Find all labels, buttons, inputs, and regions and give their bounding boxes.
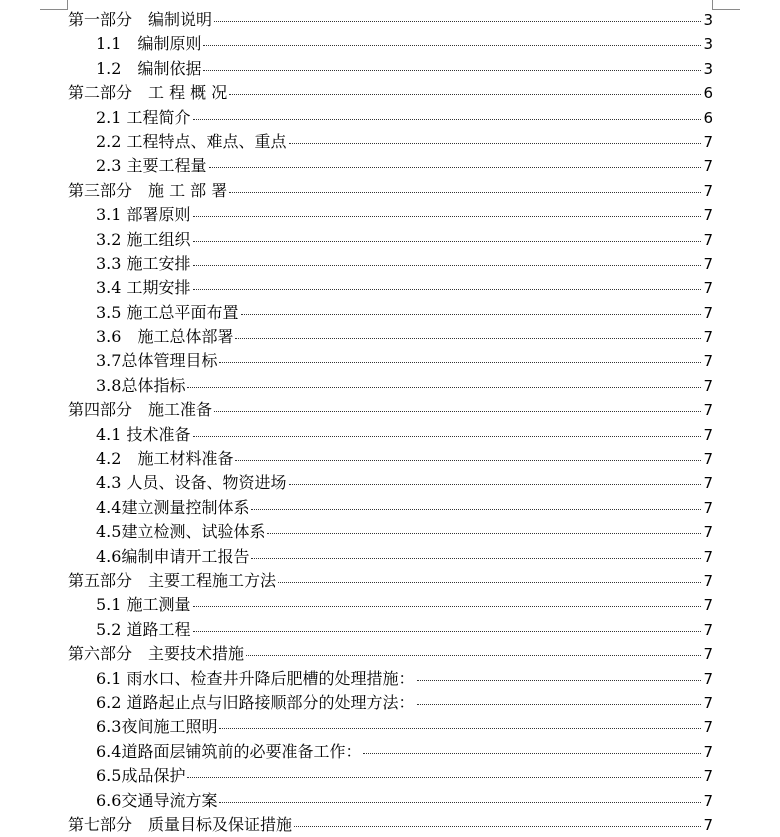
- toc-entry-page-number: 7: [703, 669, 713, 688]
- dot-leader: [235, 460, 701, 461]
- toc-entry-page-number: 7: [703, 376, 713, 395]
- toc-entry-part[interactable]: [68, 569, 713, 593]
- toc-entry-title: 3.5 施工总平面布置: [96, 302, 239, 322]
- toc-entry-title: 第一部分 编制说明: [68, 10, 213, 29]
- toc-entry-section[interactable]: [68, 789, 713, 813]
- toc-entry-section[interactable]: [68, 106, 713, 130]
- toc-entry-title: 3.8总体指标: [96, 375, 186, 395]
- toc-entry-title: 第五部分 主要工程施工方法: [68, 570, 277, 590]
- toc-entry-page-number: 3: [703, 59, 713, 78]
- dot-leader: [203, 45, 701, 46]
- toc-entry-title: 4.3 人员、设备、物资进场: [96, 473, 287, 493]
- toc-entry-section[interactable]: [68, 374, 713, 398]
- toc-entry-page-number: 7: [703, 620, 713, 639]
- toc-entry-section[interactable]: [68, 593, 713, 617]
- toc-entry-section[interactable]: [68, 57, 713, 81]
- toc-entry-section[interactable]: [68, 715, 713, 739]
- toc-entry-section[interactable]: [68, 545, 713, 569]
- toc-entry-page-number: 7: [703, 523, 713, 542]
- toc-entry-page-number: 7: [703, 303, 713, 322]
- toc-entry-title: 6.2 道路起止点与旧路接顺部分的处理方法：: [96, 692, 415, 712]
- toc-entry-title: 3.4 工期安排: [96, 278, 191, 298]
- toc-entry-page-number: 7: [703, 132, 713, 151]
- toc-entry-title: 第四部分 施工准备: [68, 400, 213, 420]
- dot-leader: [219, 728, 701, 729]
- dot-leader: [203, 70, 701, 71]
- toc-entry-page-number: 7: [703, 352, 713, 371]
- toc-entry-page-number: 7: [703, 815, 713, 834]
- toc-entry-title: 4.5建立检测、试验体系: [96, 522, 266, 542]
- toc-entry-title: 4.1 技术准备: [96, 424, 191, 444]
- toc-entry-page-number: 7: [703, 425, 713, 444]
- toc-entry-page-number: 7: [703, 401, 713, 420]
- toc-entry-page-number: 7: [703, 474, 713, 493]
- toc-entry-title: 第七部分 质量目标及保证措施: [68, 814, 293, 834]
- toc-entry-title: 6.6交通导流方案: [96, 790, 218, 810]
- toc-entry-section[interactable]: [68, 447, 713, 471]
- toc-entry-section[interactable]: [68, 667, 713, 691]
- toc-entry-section[interactable]: [68, 496, 713, 520]
- dot-leader: [209, 167, 702, 168]
- dot-leader: [229, 94, 701, 95]
- toc-entry-page-number: 3: [703, 35, 713, 54]
- toc-entry-page-number: 6: [703, 108, 713, 127]
- page-corner-mark-top-left: [40, 9, 68, 10]
- toc-entry-section[interactable]: [68, 154, 713, 178]
- toc-entry-section[interactable]: [68, 325, 713, 349]
- toc-entry-section[interactable]: [68, 228, 713, 252]
- toc-entry-page-number: 3: [703, 11, 713, 29]
- toc-entry-section[interactable]: [68, 423, 713, 447]
- toc-entry-title: 第六部分 主要技术措施: [68, 644, 245, 664]
- dot-leader: [219, 362, 701, 363]
- toc-entry-page-number: 7: [703, 571, 713, 590]
- dot-leader: [267, 533, 701, 534]
- toc-entry-page-number: 7: [703, 693, 713, 712]
- toc-entry-page-number: 7: [703, 596, 713, 615]
- dot-leader: [417, 680, 702, 681]
- toc-entry-section[interactable]: [68, 252, 713, 276]
- toc-entry-section[interactable]: [68, 32, 713, 56]
- toc-entry-part[interactable]: [68, 398, 713, 422]
- toc-entry-page-number: 7: [703, 767, 713, 786]
- toc-entry-section[interactable]: [68, 130, 713, 154]
- dot-leader: [229, 192, 701, 193]
- dot-leader: [214, 411, 701, 412]
- dot-leader: [417, 704, 702, 705]
- dot-leader: [363, 753, 701, 754]
- dot-leader: [214, 21, 701, 22]
- toc-entry-page-number: 7: [703, 279, 713, 298]
- toc-entry-title: 3.2 施工组织: [96, 229, 191, 249]
- toc-entry-page-number: 7: [703, 181, 713, 200]
- toc-entry-page-number: 7: [703, 328, 713, 347]
- toc-entry-title: 4.6编制申请开工报告: [96, 546, 250, 566]
- dot-leader: [193, 216, 702, 217]
- toc-entry-title: 6.3夜间施工照明: [96, 717, 218, 737]
- toc-entry-title: 4.2 施工材料准备: [96, 449, 234, 469]
- toc-entry-section[interactable]: [68, 764, 713, 788]
- dot-leader: [219, 802, 701, 803]
- toc-entry-title: 3.3 施工安排: [96, 253, 191, 273]
- dot-leader: [289, 143, 702, 144]
- toc-entry-title: 2.2 工程特点、难点、重点: [96, 131, 287, 151]
- table-of-contents: [68, 8, 713, 837]
- toc-entry-part[interactable]: [68, 813, 713, 837]
- toc-entry-page-number: 7: [703, 206, 713, 225]
- toc-entry-section[interactable]: [68, 203, 713, 227]
- toc-entry-page-number: 7: [703, 230, 713, 249]
- toc-entry-title: 6.5成品保护: [96, 766, 186, 786]
- dot-leader: [193, 436, 702, 437]
- dot-leader: [294, 826, 701, 827]
- dot-leader: [235, 338, 701, 339]
- page-corner-mark-top-right: [712, 9, 740, 10]
- toc-entry-part[interactable]: [68, 8, 713, 32]
- dot-leader: [193, 265, 702, 266]
- toc-entry-part[interactable]: [68, 642, 713, 666]
- dot-leader: [289, 484, 702, 485]
- toc-entry-title: 第二部分 工 程 概 况: [68, 83, 228, 103]
- toc-entry-page-number: 7: [703, 718, 713, 737]
- dot-leader: [251, 558, 701, 559]
- toc-entry-title: 3.7总体管理目标: [96, 351, 218, 371]
- toc-entry-section[interactable]: [68, 618, 713, 642]
- toc-entry-title: 5.1 施工测量: [96, 595, 191, 615]
- dot-leader: [187, 777, 701, 778]
- toc-entry-page-number: 7: [703, 450, 713, 469]
- toc-entry-page-number: 7: [703, 547, 713, 566]
- toc-entry-section[interactable]: [68, 740, 713, 764]
- dot-leader: [278, 582, 701, 583]
- dot-leader: [193, 606, 702, 607]
- toc-entry-page-number: 7: [703, 742, 713, 761]
- toc-entry-title: 5.2 道路工程: [96, 619, 191, 639]
- toc-entry-title: 4.4建立测量控制体系: [96, 497, 250, 517]
- toc-entry-section[interactable]: [68, 301, 713, 325]
- toc-entry-title: 3.1 部署原则: [96, 205, 191, 225]
- toc-entry-title: 1.1 编制原则: [96, 34, 202, 54]
- toc-entry-title: 第三部分 施 工 部 署: [68, 180, 228, 200]
- dot-leader: [193, 289, 702, 290]
- toc-entry-page-number: 7: [703, 645, 713, 664]
- toc-entry-part[interactable]: [68, 81, 713, 105]
- toc-entry-page-number: 7: [703, 498, 713, 517]
- toc-entry-title: 3.6 施工总体部署: [96, 327, 234, 347]
- toc-entry-title: 2.1 工程简介: [96, 107, 191, 127]
- toc-entry-section[interactable]: [68, 520, 713, 544]
- toc-entry-title: 2.3 主要工程量: [96, 156, 207, 176]
- dot-leader: [187, 387, 701, 388]
- dot-leader: [241, 314, 702, 315]
- toc-entry-title: 1.2 编制依据: [96, 58, 202, 78]
- toc-entry-part[interactable]: [68, 179, 713, 203]
- toc-entry-page-number: 6: [703, 84, 713, 103]
- dot-leader: [193, 631, 702, 632]
- toc-entry-section[interactable]: [68, 471, 713, 495]
- toc-entry-section[interactable]: [68, 691, 713, 715]
- toc-entry-page-number: 7: [703, 254, 713, 273]
- toc-entry-title: 6.4道路面层铺筑前的必要准备工作：: [96, 741, 362, 761]
- toc-entry-page-number: 7: [703, 157, 713, 176]
- dot-leader: [251, 509, 701, 510]
- toc-entry-section[interactable]: [68, 276, 713, 300]
- dot-leader: [193, 241, 702, 242]
- toc-entry-page-number: 7: [703, 791, 713, 810]
- dot-leader: [193, 119, 702, 120]
- toc-entry-title: 6.1 雨水口、检查井升降后肥槽的处理措施：: [96, 668, 415, 688]
- dot-leader: [246, 655, 701, 656]
- toc-entry-section[interactable]: [68, 349, 713, 373]
